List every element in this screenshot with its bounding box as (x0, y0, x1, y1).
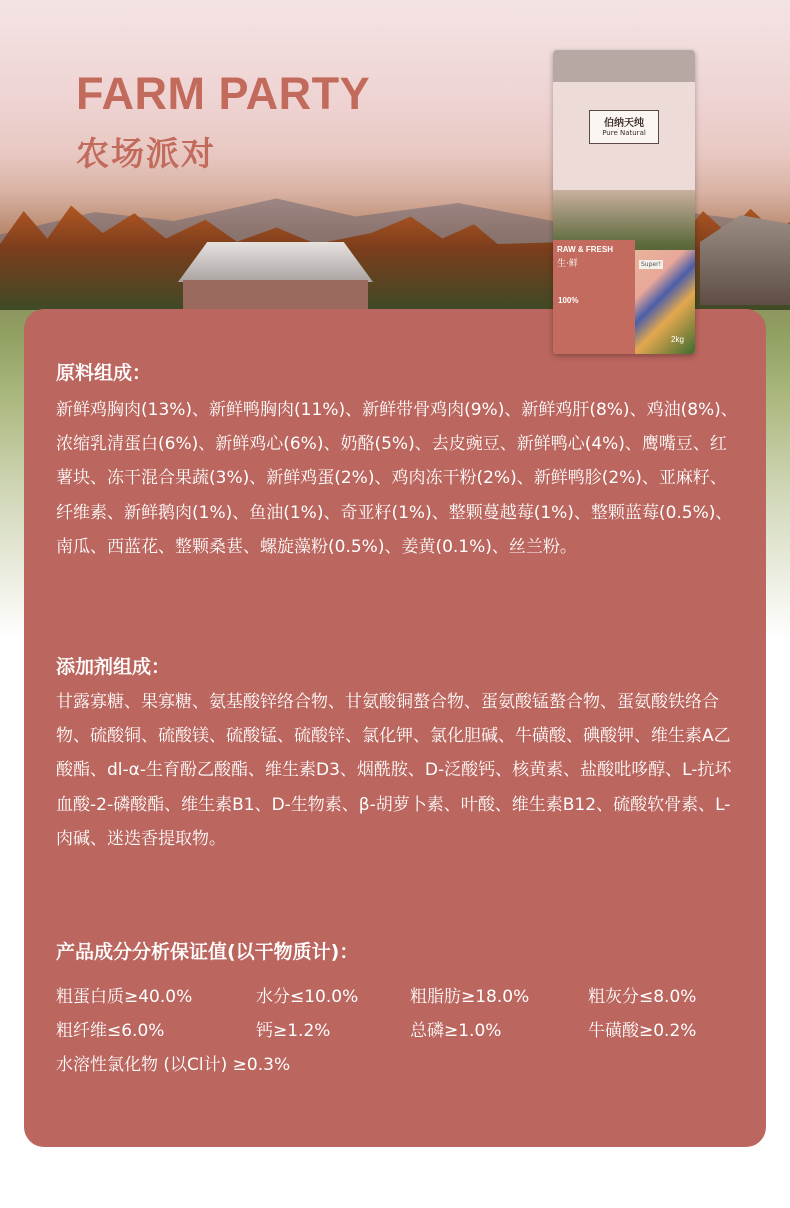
analysis-chloride: 水溶性氯化物 (以Cl计) ≥0.3% (56, 1055, 291, 1075)
analysis-title: 产品成分分析保证值(以干物质计)： (56, 941, 359, 963)
analysis-fiber: 粗纤维≤6.0% (56, 1021, 165, 1041)
title-chinese: 农场派对 (76, 134, 216, 173)
bag-super-badge: Super! (641, 261, 661, 268)
ingredients-title: 原料组成： (56, 362, 152, 384)
analysis-row (56, 1050, 746, 1084)
additives-text: 甘露寡糖、果寡糖、氨基酸锌络合物、甘氨酸铜螯合物、蛋氨酸锰螯合物、蛋氨酸铁络合物、硫酸铜、硫酸镁、硫酸锰、硫酸锌、氯化钾、氯化胆碱、牛磺酸、碘酸钾、维生素A乙酸酯、dl-α-生育酚乙酸酯、维生素D3、烟酰胺、D-泛酸钙、核黄素、盐酸吡哆醇、L-抗坏血酸-2-磷酸酯、维生素B1、D-生物素、β-胡萝卜素、叶酸、维生素B12、硫酸软骨素、L-肉碱、迷迭香提取物。 (56, 692, 732, 849)
analysis-row (56, 1016, 746, 1050)
title-english: FARM PARTY (76, 68, 371, 119)
analysis-fat: 粗脂肪≥18.0% (410, 987, 530, 1007)
barn-roof (178, 242, 373, 282)
product-bag-image (553, 50, 695, 354)
analysis-row (56, 982, 746, 1016)
bag-seal (553, 50, 695, 82)
bag-line-en: RAW & FRESH (557, 245, 613, 254)
analysis-calcium: 钙≥1.2% (256, 1021, 331, 1041)
analysis-grid (56, 982, 746, 1084)
bag-weight: 2kg (671, 335, 684, 344)
bag-line-cn: 生·鲜 (557, 259, 578, 269)
analysis-taurine: 牛磺酸≥0.2% (588, 1021, 697, 1041)
bag-100-badge: 100% (558, 296, 579, 305)
ingredients-text: 新鲜鸡胸肉(13%)、新鲜鸭胸肉(11%)、新鲜带骨鸡肉(9%)、新鲜鸡肝(8%)、鸡油(8%)、浓缩乳清蛋白(6%)、新鲜鸡心(6%)、奶酪(5%)、去皮豌豆、新鲜鸭心(4%)、鹰嘴豆、红薯块、冻干混合果蔬(3%)、新鲜鸡蛋(2%)、鸡肉冻干粉(2%)、新鲜鸭胗(2%)、亚麻籽、纤维素、新鲜鹅肉(1%)、鱼油(1%)、奇亚籽(1%)、整颗蔓越莓(1%)、整颗蓝莓(0.5%)、南瓜、西蓝花、整颗桑葚、螺旋藻粉(0.5%)、姜黄(0.1%)、丝兰粉。 (56, 400, 738, 557)
additives-title: 添加剂组成： (56, 656, 171, 678)
barn-image (178, 242, 373, 312)
analysis-protein: 粗蛋白质≥40.0% (56, 987, 193, 1007)
analysis-phosphorus: 总磷≥1.0% (410, 1021, 502, 1041)
analysis-moisture: 水分≤10.0% (256, 987, 359, 1007)
barn-wall (183, 280, 368, 312)
analysis-ash: 粗灰分≤8.0% (588, 987, 697, 1007)
brand-logo: 伯纳天纯 Pure Natural (589, 110, 659, 144)
info-card (24, 309, 766, 1147)
